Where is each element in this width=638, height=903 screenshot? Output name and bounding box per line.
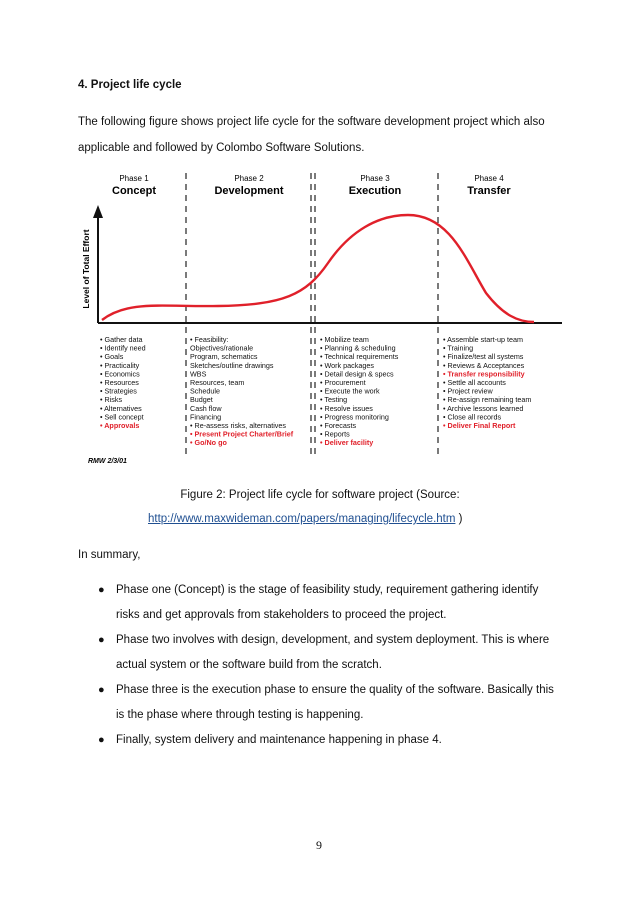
activity-item: • Deliver Final Report [443,421,516,430]
bullet-line: risks and get approvals from stakeholders to proceed the project. [116,609,447,621]
phase-4-activities [443,335,531,430]
phase-1-number: Phase 1 [119,174,149,183]
activity-item: • Mobilize team [320,335,369,344]
activity-item: • Identify need [100,343,146,353]
activity-item: • Present Project Charter/Brief [190,429,294,439]
activity-item: • Strategies [100,386,137,396]
figure-signature: RMW 2/3/01 [88,458,127,465]
activity-item: Budget [190,395,213,405]
bullet-item [96,628,566,678]
activity-item: • Re-assign remaining team [443,395,532,405]
activity-item: • Resolve issues [320,403,373,413]
bullet-dot: ● [98,584,105,596]
caption-close: ) [455,513,463,525]
y-axis-label: Level of Total Effort [81,229,91,309]
section-heading: 4. Project life cycle [78,79,182,91]
bullet-item [96,678,566,728]
figure-caption-source [148,513,462,525]
activity-item: Financing [190,412,222,422]
activity-item: • Close all records [443,412,502,422]
intro-line-1: The following figure shows project life cycle for the software development project which also [78,116,545,128]
activity-item: • Sell concept [100,412,144,422]
bullet-dot: ● [98,634,105,646]
phase-2-number: Phase 2 [234,174,264,183]
bullet-line: Phase three is the execution phase to ensure the quality of the software. Basically this [116,684,554,696]
activity-item: • Alternatives [100,403,142,413]
activity-item: • Progress monitoring [320,412,389,422]
activity-item: • Execute the work [320,386,380,396]
bullet-line: actual system or the software build from the scratch. [116,659,382,671]
activity-item: • Planning & scheduling [320,343,396,353]
activity-item: • Resources [100,378,139,387]
activity-item: • Deliver facility [320,438,374,448]
activity-item: • Detail design & specs [320,369,394,379]
activity-item: • Archive lessons learned [443,403,524,413]
page-number: 9 [316,838,322,852]
activity-item: Resources, team [190,378,245,387]
bullet-line: Phase one (Concept) is the stage of feasibility study, requirement gathering identify [116,584,539,596]
bullet-item [96,728,566,753]
activity-item: • Technical requirements [320,352,399,362]
bullet-line: is the phase where through testing is happening. [116,709,364,721]
activity-item: Program, schematics [190,352,258,362]
phase-1-activities [100,335,146,430]
activity-item: • Procurement [320,378,366,387]
activity-item: • Finalize/test all systems [443,352,524,362]
phase-3-number: Phase 3 [360,174,390,183]
activity-item: • Testing [320,395,348,405]
activity-item: • Reports [320,429,350,439]
activity-item: • Re-assess risks, alternatives [190,421,286,430]
activity-item: • Economics [100,369,140,379]
activity-item: • Work packages [320,360,374,370]
activity-item: • Forecasts [320,421,357,430]
bullet-dot: ● [98,684,105,696]
phase-2-activities [190,335,294,447]
intro-line-2: applicable and followed by Colombo Software Solutions. [78,142,365,154]
activity-item: • Project review [443,386,493,396]
activity-item: • Risks [100,395,123,405]
phase-1-name: Concept [112,185,156,197]
y-axis-arrowhead [93,205,103,218]
activity-item: • Training [443,343,474,353]
bullet-line: Finally, system delivery and maintenance happening in phase 4. [116,734,442,746]
phase-2-name: Development [214,185,284,197]
effort-curve [102,215,534,322]
activity-item: Schedule [190,386,220,396]
phase-3-activities [320,335,399,447]
bullet-line: Phase two involves with design, development, and system deployment. This is where [116,634,550,646]
activity-item: • Gather data [100,335,143,344]
activity-item: • Assemble start-up team [443,335,524,344]
project-life-cycle-figure [78,165,568,465]
activity-item: • Approvals [100,421,140,430]
activity-item: Cash flow [190,403,222,413]
activity-item: Objectives/rationale [190,343,254,353]
activity-item: • Feasibility: [190,335,229,344]
activity-item: Sketches/outline drawings [190,360,274,370]
bullet-dot: ● [98,734,105,746]
activity-item: • Go/No go [190,438,227,448]
activity-item: • Settle all accounts [443,378,506,387]
phase-4-number: Phase 4 [474,174,504,183]
bullet-item [96,578,566,628]
source-link[interactable]: http://www.maxwideman.com/papers/managing/lifecycle.htm [148,513,456,525]
activity-item: • Goals [100,352,124,362]
activity-item: • Transfer responsibility [443,369,525,379]
activity-item: • Reviews & Acceptances [443,360,525,370]
phase-4-name: Transfer [467,185,511,197]
phase-3-name: Execution [348,185,402,197]
activity-item: • Practicality [100,360,140,370]
life-cycle-diagram [78,165,568,465]
activity-item: WBS [190,369,207,379]
summary-bullet-list [96,578,566,753]
summary-label: In summary, [78,549,141,561]
figure-caption: Figure 2: Project life cycle for software project (Source: [180,489,460,501]
